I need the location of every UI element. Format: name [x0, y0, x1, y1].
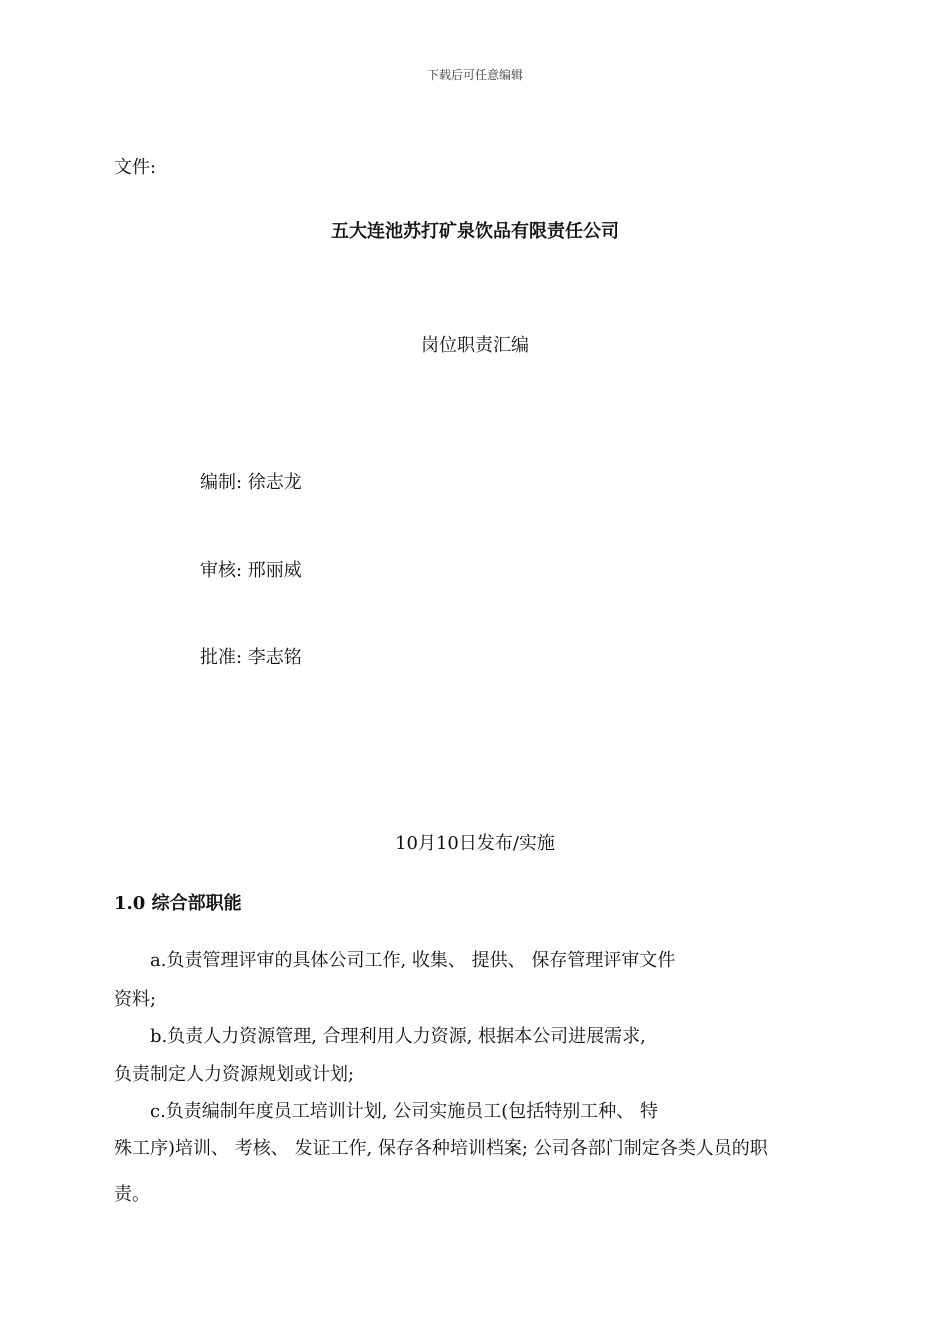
file-label: 文件: [114, 157, 157, 178]
reviewed-by: 审核: 邢丽威 [200, 560, 302, 581]
company-name: 五大连池苏打矿泉饮品有限责任公司 [331, 221, 619, 242]
document-title: 岗位职责汇编 [421, 335, 529, 356]
paragraph-line: 负责制定人力资源规划或计划; [114, 1064, 355, 1085]
paragraph-line: b.负责人力资源管理, 合理利用人力资源, 根据本公司进展需求, [150, 1026, 646, 1047]
paragraph-line: 资料; [114, 989, 157, 1010]
section-heading: 1.0 综合部职能 [114, 893, 242, 914]
paragraph-line: c.负责编制年度员工培训计划, 公司实施员工(包括特别工种、 特 [150, 1101, 658, 1122]
compiled-by: 编制: 徐志龙 [200, 472, 302, 493]
page-header-note: 下载后可任意编辑 [426, 68, 523, 82]
approved-by: 批准: 李志铭 [200, 647, 302, 668]
paragraph-line: 殊工序)培训、 考核、 发证工作, 保存各种培训档案; 公司各部门制定各类人员的职 [114, 1138, 768, 1159]
paragraph-line: 责。 [114, 1184, 150, 1205]
paragraph-line: a.负责管理评审的具体公司工作, 收集、 提供、 保存管理评审文件 [150, 950, 676, 971]
release-date: 10月10日发布/实施 [395, 833, 555, 854]
